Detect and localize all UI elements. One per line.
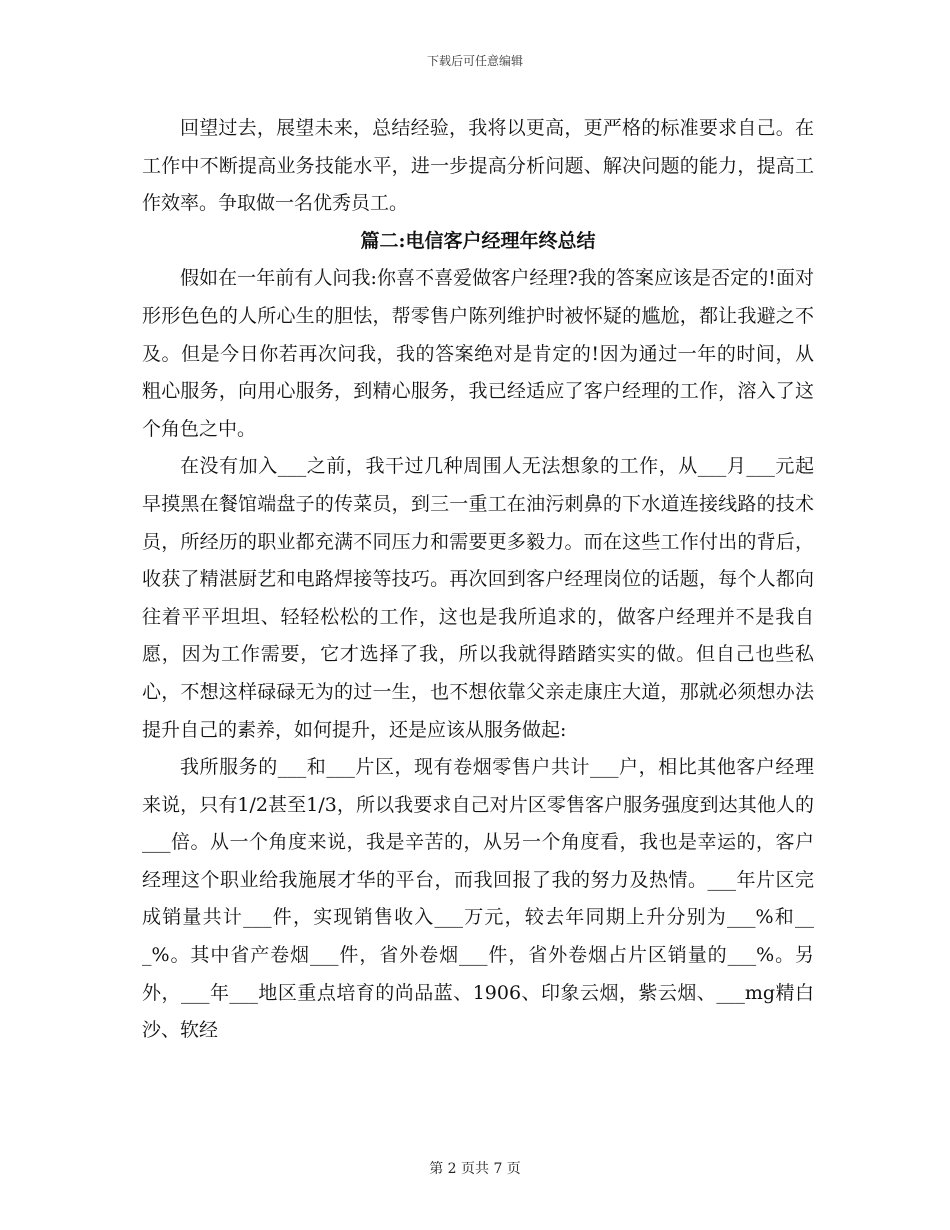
paragraph-1: 回望过去，展望未来，总结经验，我将以更高，更严格的标准要求自己。在工作中不断提高业务技能水平，进一步提高分析问题、解决问题的能力，提高工作效率。争取做一名优秀员工。 bbox=[142, 117, 814, 215]
page-footer: 第 2 页共 7 页 bbox=[429, 1161, 521, 1177]
paragraph-4: 我所服务的___和___片区，现有卷烟零售户共计___户，相比其他客户经理来说，只有1/2甚至1/3，所以我要求自己对片区零售客户服务强度到达其他人的___倍。从一个角度来说，我是辛苦的，从另一个角度看，我也是幸运的，客户经理这个职业给我施展才华的平台，而我回报了我的努力及热情。___年片区完成销量共计___件，实现销售收入___万元，较去年同期上升分别为___%和___%。其中省产卷烟___件，省外卷烟___件，省外卷烟占片区销量的___%。另外，___年___地区重点培育的尚品蓝、1906、印象云烟，紫云烟、___mg精白沙、软经 bbox=[142, 756, 814, 1042]
paragraph-2: 假如在一年前有人问我:你喜不喜爱做客户经理?我的答案应该是否定的!面对形形色色的人所心生的胆怯，帮零售户陈列维护时被怀疑的尴尬，都让我避之不及。但是今日你若再次问我，我的答案绝对是肯定的!因为通过一年的时间，从粗心服务，向用心服务，到精心服务，我已经适应了客户经理的工作，溶入了这个角色之中。 bbox=[142, 267, 814, 440]
page-header: 下载后可任意编辑 bbox=[426, 54, 523, 68]
section-title: 篇二:电信客户经理年终总结 bbox=[360, 229, 596, 252]
document-body bbox=[142, 110, 814, 1050]
paragraph-3: 在没有加入___之前，我干过几种周围人无法想象的工作，从___月___元起早摸黑在餐馆端盘子的传菜员，到三一重工在油污刺鼻的下水道连接线路的技术员，所经历的职业都充满不同压力和需要更多毅力。而在这些工作付出的背后，收获了精湛厨艺和电路焊接等技巧。再次回到客户经理岗位的话题，每个人都向往着平平坦坦、轻轻松松的工作，这也是我所追求的，做客户经理并不是我自愿，因为工作需要，它才选择了我，所以我就得踏踏实实的做。但自己也些私心，不想这样碌碌无为的过一生，也不想依靠父亲走康庄大道，那就必须想办法提升自己的素养，如何提升，还是应该从服务做起: bbox=[142, 455, 814, 741]
